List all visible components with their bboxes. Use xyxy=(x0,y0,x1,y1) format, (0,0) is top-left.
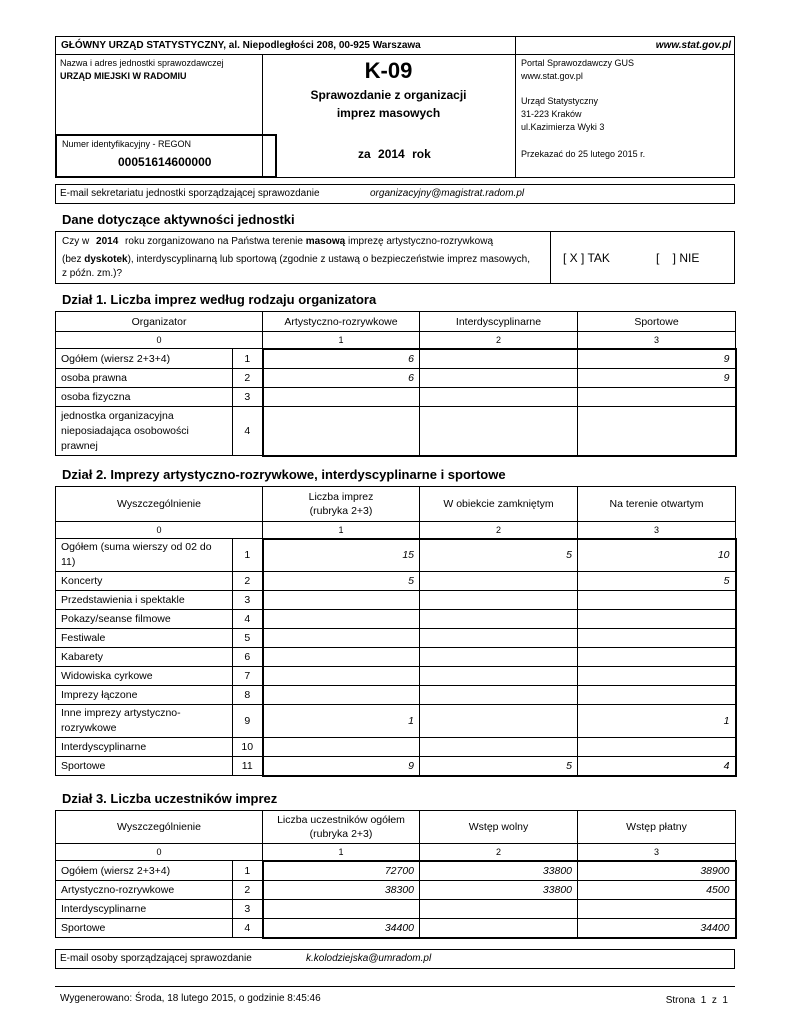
s1-col-num-3: 3 xyxy=(578,332,736,349)
table-cell[interactable]: 4500 xyxy=(578,881,736,900)
s1-col-header-2: Interdyscyplinarne xyxy=(420,312,578,332)
s3-col-header-3: Wstęp płatny xyxy=(578,811,736,844)
table-cell[interactable] xyxy=(420,591,578,610)
regon-value: 00051614600000 xyxy=(118,155,212,169)
s3-col-num-3: 3 xyxy=(578,844,736,861)
table-row-num: 3 xyxy=(233,900,263,919)
table-cell[interactable] xyxy=(420,738,578,757)
table-cell[interactable]: 9 xyxy=(263,757,420,776)
form-code: K-09 xyxy=(364,58,413,83)
activity-question-line-3: z późn. zm.)? xyxy=(62,268,123,279)
table-row-label: Przedstawienia i spektakle xyxy=(56,591,233,610)
section2-heading: Dział 2. Imprezy artystyczno-rozrywkowe, interdyscyplinarne i sportowe xyxy=(62,467,506,482)
portal-line-1: Portal Sprawozdawczy GUS xyxy=(521,58,635,68)
q2-post: ), interdyscyplinarną lub sportową (zgodnie z ustawą o bezpieczeństwie imprez masowych, xyxy=(127,254,531,265)
unit-name: URZĄD MIEJSKI W RADOMIU xyxy=(60,71,187,81)
s2-col-num-3: 3 xyxy=(578,522,736,539)
table-cell[interactable] xyxy=(578,900,736,919)
table-cell[interactable]: 10 xyxy=(578,539,736,572)
table-cell[interactable]: 4 xyxy=(578,757,736,776)
q-post: imprezę artystyczno-rozrywkową xyxy=(347,236,494,247)
table-cell[interactable]: 6 xyxy=(263,369,420,388)
table-cell[interactable]: 5 xyxy=(420,539,578,572)
table-cell[interactable] xyxy=(263,686,420,705)
table-cell[interactable] xyxy=(420,629,578,648)
table-cell[interactable]: 9 xyxy=(578,369,736,388)
table-row-num: 1 xyxy=(233,539,263,572)
unit-label: Nazwa i adres jednostki sprawozdawczej xyxy=(60,58,224,68)
table-cell[interactable] xyxy=(263,648,420,667)
table-cell[interactable]: 33800 xyxy=(420,881,578,900)
s2-col-header-0: Wyszczególnienie xyxy=(56,487,263,522)
table-row-num: 6 xyxy=(233,648,263,667)
table-row-num: 2 xyxy=(233,572,263,591)
activity-heading: Dane dotyczące aktywności jednostki xyxy=(62,212,295,227)
table-row-label: Koncerty xyxy=(56,572,233,591)
s2-col-num-0: 0 xyxy=(56,522,263,539)
activity-question-line-1 xyxy=(62,236,493,247)
table-row-label: Sportowe xyxy=(56,919,233,938)
table-cell[interactable]: 33800 xyxy=(420,861,578,881)
s2-col-num-1: 1 xyxy=(263,522,420,539)
table-row-num: 10 xyxy=(233,738,263,757)
table-cell[interactable]: 6 xyxy=(263,349,420,369)
table-row-num: 1 xyxy=(233,861,263,881)
table-cell[interactable] xyxy=(578,667,736,686)
table-row-label: Festiwale xyxy=(56,629,233,648)
table-cell[interactable] xyxy=(263,667,420,686)
s2-col-num-2: 2 xyxy=(420,522,578,539)
email-unit-value[interactable]: organizacyjny@magistrat.radom.pl xyxy=(370,188,525,199)
answer-yes[interactable]: [ X ] TAK xyxy=(563,251,610,265)
s3-col-num-0: 0 xyxy=(56,844,263,861)
table-row-num: 5 xyxy=(233,629,263,648)
footer-divider xyxy=(55,986,735,987)
table-cell[interactable] xyxy=(578,738,736,757)
form-title-2: imprez masowych xyxy=(336,106,441,120)
table-cell[interactable] xyxy=(578,610,736,629)
table-row-label: Widowiska cyrkowe xyxy=(56,667,233,686)
period-year: 2014 xyxy=(378,147,405,161)
s3-col-num-1: 1 xyxy=(263,844,420,861)
regon-label: Numer identyfikacyjny - REGON xyxy=(62,139,192,149)
section1-table xyxy=(55,311,737,457)
table-row-label: Sportowe xyxy=(56,757,233,776)
table-cell[interactable]: 72700 xyxy=(263,861,420,881)
table-cell[interactable]: 5 xyxy=(420,757,578,776)
table-row-num: 4 xyxy=(233,407,263,456)
answer-no[interactable]: [ ] NIE xyxy=(656,251,700,265)
table-cell[interactable] xyxy=(420,572,578,591)
table-cell[interactable] xyxy=(263,738,420,757)
q-year: 2014 xyxy=(96,236,119,247)
table-row-num: 2 xyxy=(233,369,263,388)
section2-table xyxy=(55,486,737,777)
table-cell[interactable] xyxy=(578,629,736,648)
table-row-num: 4 xyxy=(233,610,263,629)
table-cell[interactable] xyxy=(420,648,578,667)
q2-pre: (bez xyxy=(62,254,82,265)
form-title-1: Sprawozdanie z organizacji xyxy=(310,88,467,102)
email-person-label: E-mail osoby sporządzającej sprawozdanie xyxy=(60,953,252,964)
table-cell[interactable] xyxy=(420,705,578,738)
table-cell[interactable]: 15 xyxy=(263,539,420,572)
report-period xyxy=(358,147,431,161)
table-cell[interactable] xyxy=(263,407,420,456)
table-row-label: jednostka organizacyjna nieposiadająca osobowości prawnej xyxy=(56,407,233,456)
table-cell[interactable] xyxy=(420,900,578,919)
s1-col-header-0: Organizator xyxy=(56,312,263,332)
table-cell[interactable] xyxy=(578,686,736,705)
table-cell[interactable] xyxy=(420,919,578,938)
table-cell[interactable]: 34400 xyxy=(263,919,420,938)
q-pre: Czy w xyxy=(62,236,90,247)
website: www.stat.gov.pl xyxy=(655,40,731,51)
page-number: Strona 1 z 1 xyxy=(665,995,728,1006)
table-row-label: Interdyscyplinarne xyxy=(56,900,233,919)
table-row-label: Ogółem (wiersz 2+3+4) xyxy=(56,349,233,369)
table-cell[interactable] xyxy=(263,629,420,648)
table-cell[interactable]: 5 xyxy=(578,572,736,591)
period-suffix: rok xyxy=(412,147,431,161)
table-cell[interactable] xyxy=(578,591,736,610)
table-cell[interactable]: 38900 xyxy=(578,861,736,881)
table-row-label: Pokazy/seanse filmowe xyxy=(56,610,233,629)
s1-col-header-3: Sportowe xyxy=(578,312,736,332)
table-cell[interactable] xyxy=(263,388,420,407)
table-row-label: Inne imprezy artystyczno-rozrywkowe xyxy=(56,705,233,738)
section1-heading: Dział 1. Liczba imprez według rodzaju organizatora xyxy=(62,292,377,307)
table-row-num: 11 xyxy=(233,757,263,776)
s1-col-num-1: 1 xyxy=(263,332,420,349)
section3-table xyxy=(55,810,737,939)
s1-col-num-2: 2 xyxy=(420,332,578,349)
email-person-value[interactable]: k.kolodziejska@umradom.pl xyxy=(306,953,432,964)
table-row-num: 4 xyxy=(233,919,263,938)
table-row-label: osoba prawna xyxy=(56,369,233,388)
office-header: GŁÓWNY URZĄD STATYSTYCZNY, al. Niepodległości 208, 00-925 Warszawa xyxy=(61,40,421,51)
s1-col-header-1: Artystyczno-rozrywkowe xyxy=(263,312,420,332)
s1-col-num-0: 0 xyxy=(56,332,263,349)
s2-col-header-2: W obiekcie zamkniętym xyxy=(420,487,578,522)
table-cell[interactable]: 9 xyxy=(578,349,736,369)
section3-heading: Dział 3. Liczba uczestników imprez xyxy=(62,791,278,806)
q2-bold: dyskotek xyxy=(84,254,128,265)
s3-col-num-2: 2 xyxy=(420,844,578,861)
table-row-label: osoba fizyczna xyxy=(56,388,233,407)
table-cell[interactable] xyxy=(420,610,578,629)
q-bold: masową xyxy=(305,236,346,247)
table-cell[interactable] xyxy=(263,591,420,610)
office-line-2: 31-223 Kraków xyxy=(521,109,582,119)
table-row-num: 1 xyxy=(233,349,263,369)
table-cell[interactable] xyxy=(420,686,578,705)
s2-col-header-3: Na terenie otwartym xyxy=(578,487,736,522)
email-unit-label: E-mail sekretariatu jednostki sporządzającej sprawozdanie xyxy=(60,188,320,199)
table-row-num: 3 xyxy=(233,591,263,610)
s3-col-header-0: Wyszczególnienie xyxy=(56,811,263,844)
table-cell[interactable]: 38300 xyxy=(263,881,420,900)
s3-col-header-1: Liczba uczestników ogółem (rubryka 2+3) xyxy=(263,811,420,844)
table-row-label: Ogółem (wiersz 2+3+4) xyxy=(56,861,233,881)
table-cell[interactable] xyxy=(420,667,578,686)
period-prefix: za xyxy=(358,147,371,161)
s3-col-header-2: Wstęp wolny xyxy=(420,811,578,844)
table-cell[interactable] xyxy=(420,407,578,456)
table-cell[interactable]: 34400 xyxy=(578,919,736,938)
generated-timestamp: Wygenerowano: Środa, 18 lutego 2015, o godzinie 8:45:46 xyxy=(60,993,321,1004)
table-row-num: 3 xyxy=(233,388,263,407)
table-row-label: Artystyczno-rozrywkowe xyxy=(56,881,233,900)
table-cell[interactable] xyxy=(420,349,578,369)
portal-line-2: www.stat.gov.pl xyxy=(521,71,583,81)
table-row-num: 9 xyxy=(233,705,263,738)
table-row-num: 8 xyxy=(233,686,263,705)
table-cell[interactable]: 1 xyxy=(263,705,420,738)
table-row-num: 7 xyxy=(233,667,263,686)
table-cell[interactable] xyxy=(578,648,736,667)
table-cell[interactable] xyxy=(420,388,578,407)
activity-question-line-2 xyxy=(62,254,530,265)
table-cell[interactable] xyxy=(578,388,736,407)
table-cell[interactable] xyxy=(263,900,420,919)
table-cell[interactable]: 1 xyxy=(578,705,736,738)
table-row-label: Ogółem (suma wierszy od 02 do 11) xyxy=(56,539,233,572)
table-row-label: Interdyscyplinarne xyxy=(56,738,233,757)
table-row-label: Kabarety xyxy=(56,648,233,667)
table-cell[interactable] xyxy=(578,407,736,456)
deadline: Przekazać do 25 lutego 2015 r. xyxy=(521,149,646,159)
table-cell[interactable] xyxy=(263,610,420,629)
s2-col-header-1: Liczba imprez (rubryka 2+3) xyxy=(263,487,420,522)
table-row-num: 2 xyxy=(233,881,263,900)
q-mid: roku zorganizowano na Państwa terenie xyxy=(125,236,303,247)
table-cell[interactable]: 5 xyxy=(263,572,420,591)
office-line-3: ul.Kazimierza Wyki 3 xyxy=(521,122,605,132)
table-row-label: Imprezy łączone xyxy=(56,686,233,705)
office-line-1: Urząd Statystyczny xyxy=(521,96,599,106)
table-cell[interactable] xyxy=(420,369,578,388)
